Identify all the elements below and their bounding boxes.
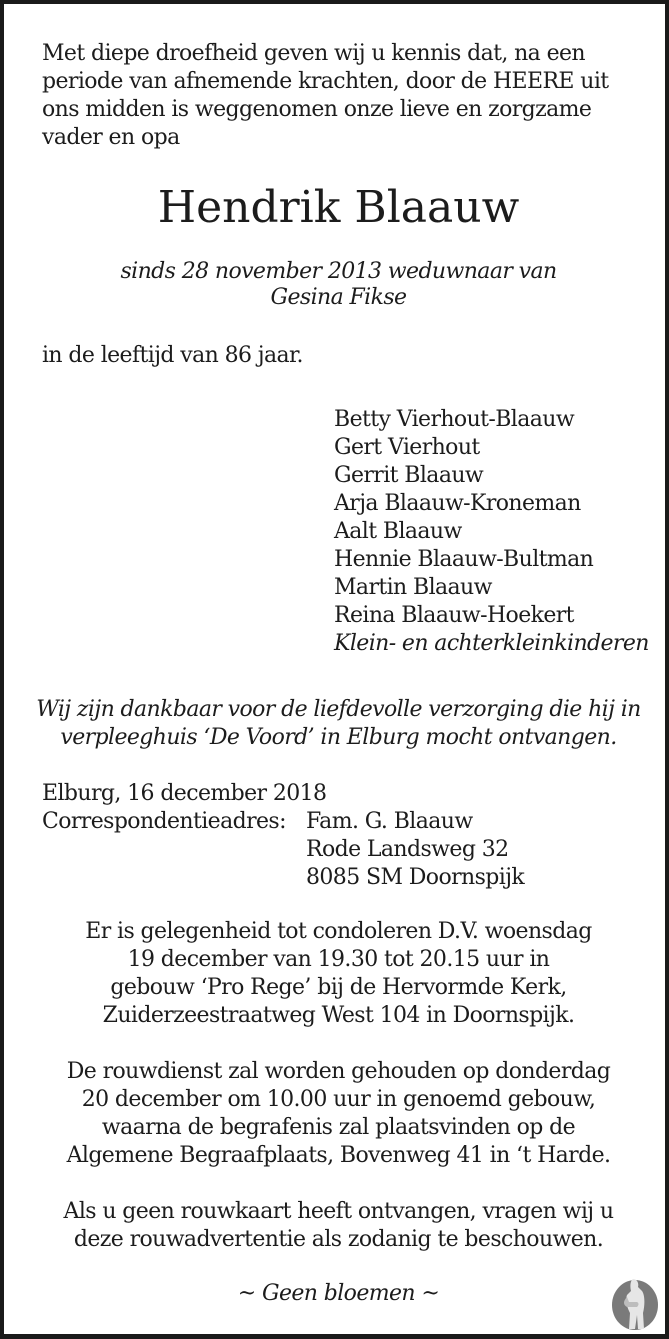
deceased-name: Hendrik Blaauw (157, 182, 520, 233)
notice-line: deze rouwadvertentie als zodanig te beschouwen. (73, 1227, 604, 1252)
service-line: De rouwdienst zal worden gehouden op donderdag (66, 1059, 611, 1084)
correspondence-address-line: Rode Landsweg 32 (306, 837, 509, 862)
service-line: Algemene Begraafplaats, Bovenweg 41 in ‘t Harde. (66, 1143, 611, 1168)
intro-line: ons midden is weggenomen onze lieve en zorgzame (42, 97, 592, 122)
gratitude-line: verpleeghuis ‘De Voord’ in Elburg mocht ontvangen. (60, 725, 617, 750)
intro-line: Met diepe droefheid geven wij u kennis dat, na een (42, 41, 585, 66)
condolence-line: Er is gelegenheid tot condoleren D.V. woensdag (85, 919, 592, 944)
family-member: Reina Blaauw-Hoekert (334, 603, 574, 628)
intro-line: vader en opa (42, 125, 180, 150)
place-date: Elburg, 16 december 2018 (42, 781, 327, 806)
correspondence-label: Correspondentieadres: (42, 809, 286, 834)
notice-line: Als u geen rouwkaart heeft ontvangen, vragen wij u (63, 1199, 614, 1224)
widower-line: sinds 28 november 2013 weduwnaar van (120, 259, 557, 284)
condolence-line: 19 december van 19.30 tot 20.15 uur in (127, 947, 550, 972)
correspondence-address-line: 8085 SM Doornspijk (306, 865, 525, 890)
widower-line: Gesina Fikse (270, 285, 407, 310)
intro-line: periode van afnemende krachten, door de HEERE uit (42, 69, 609, 94)
family-member: Martin Blaauw (334, 575, 492, 600)
condolence-line: Zuiderzeestraatweg West 104 in Doornspijk. (102, 1003, 575, 1028)
service-line: 20 december om 10.00 uur in genoemd gebouw, (81, 1087, 596, 1112)
gratitude-line: Wij zijn dankbaar voor de liefdevolle verzorging die hij in (36, 697, 641, 722)
condolence-line: gebouw ‘Pro Rege’ bij de Hervormde Kerk, (110, 975, 567, 1000)
grandchildren-line: Klein- en achterkleinkinderen (334, 631, 649, 656)
family-member: Hennie Blaauw-Bultman (334, 547, 594, 572)
family-member: Gerrit Blaauw (334, 463, 484, 488)
correspondence-address-line: Fam. G. Blaauw (306, 809, 473, 834)
embracing-figures-icon (611, 1275, 659, 1331)
family-member: Arja Blaauw-Kroneman (334, 491, 581, 516)
family-member: Aalt Blaauw (334, 519, 462, 544)
family-member: Gert Vierhout (334, 435, 480, 460)
age-line: in de leeftijd van 86 jaar. (42, 343, 303, 368)
service-line: waarna de begrafenis zal plaatsvinden op de (101, 1115, 576, 1140)
family-member: Betty Vierhout-Blaauw (334, 407, 575, 432)
no-flowers-line: ~ Geen bloemen ~ (237, 1281, 440, 1306)
